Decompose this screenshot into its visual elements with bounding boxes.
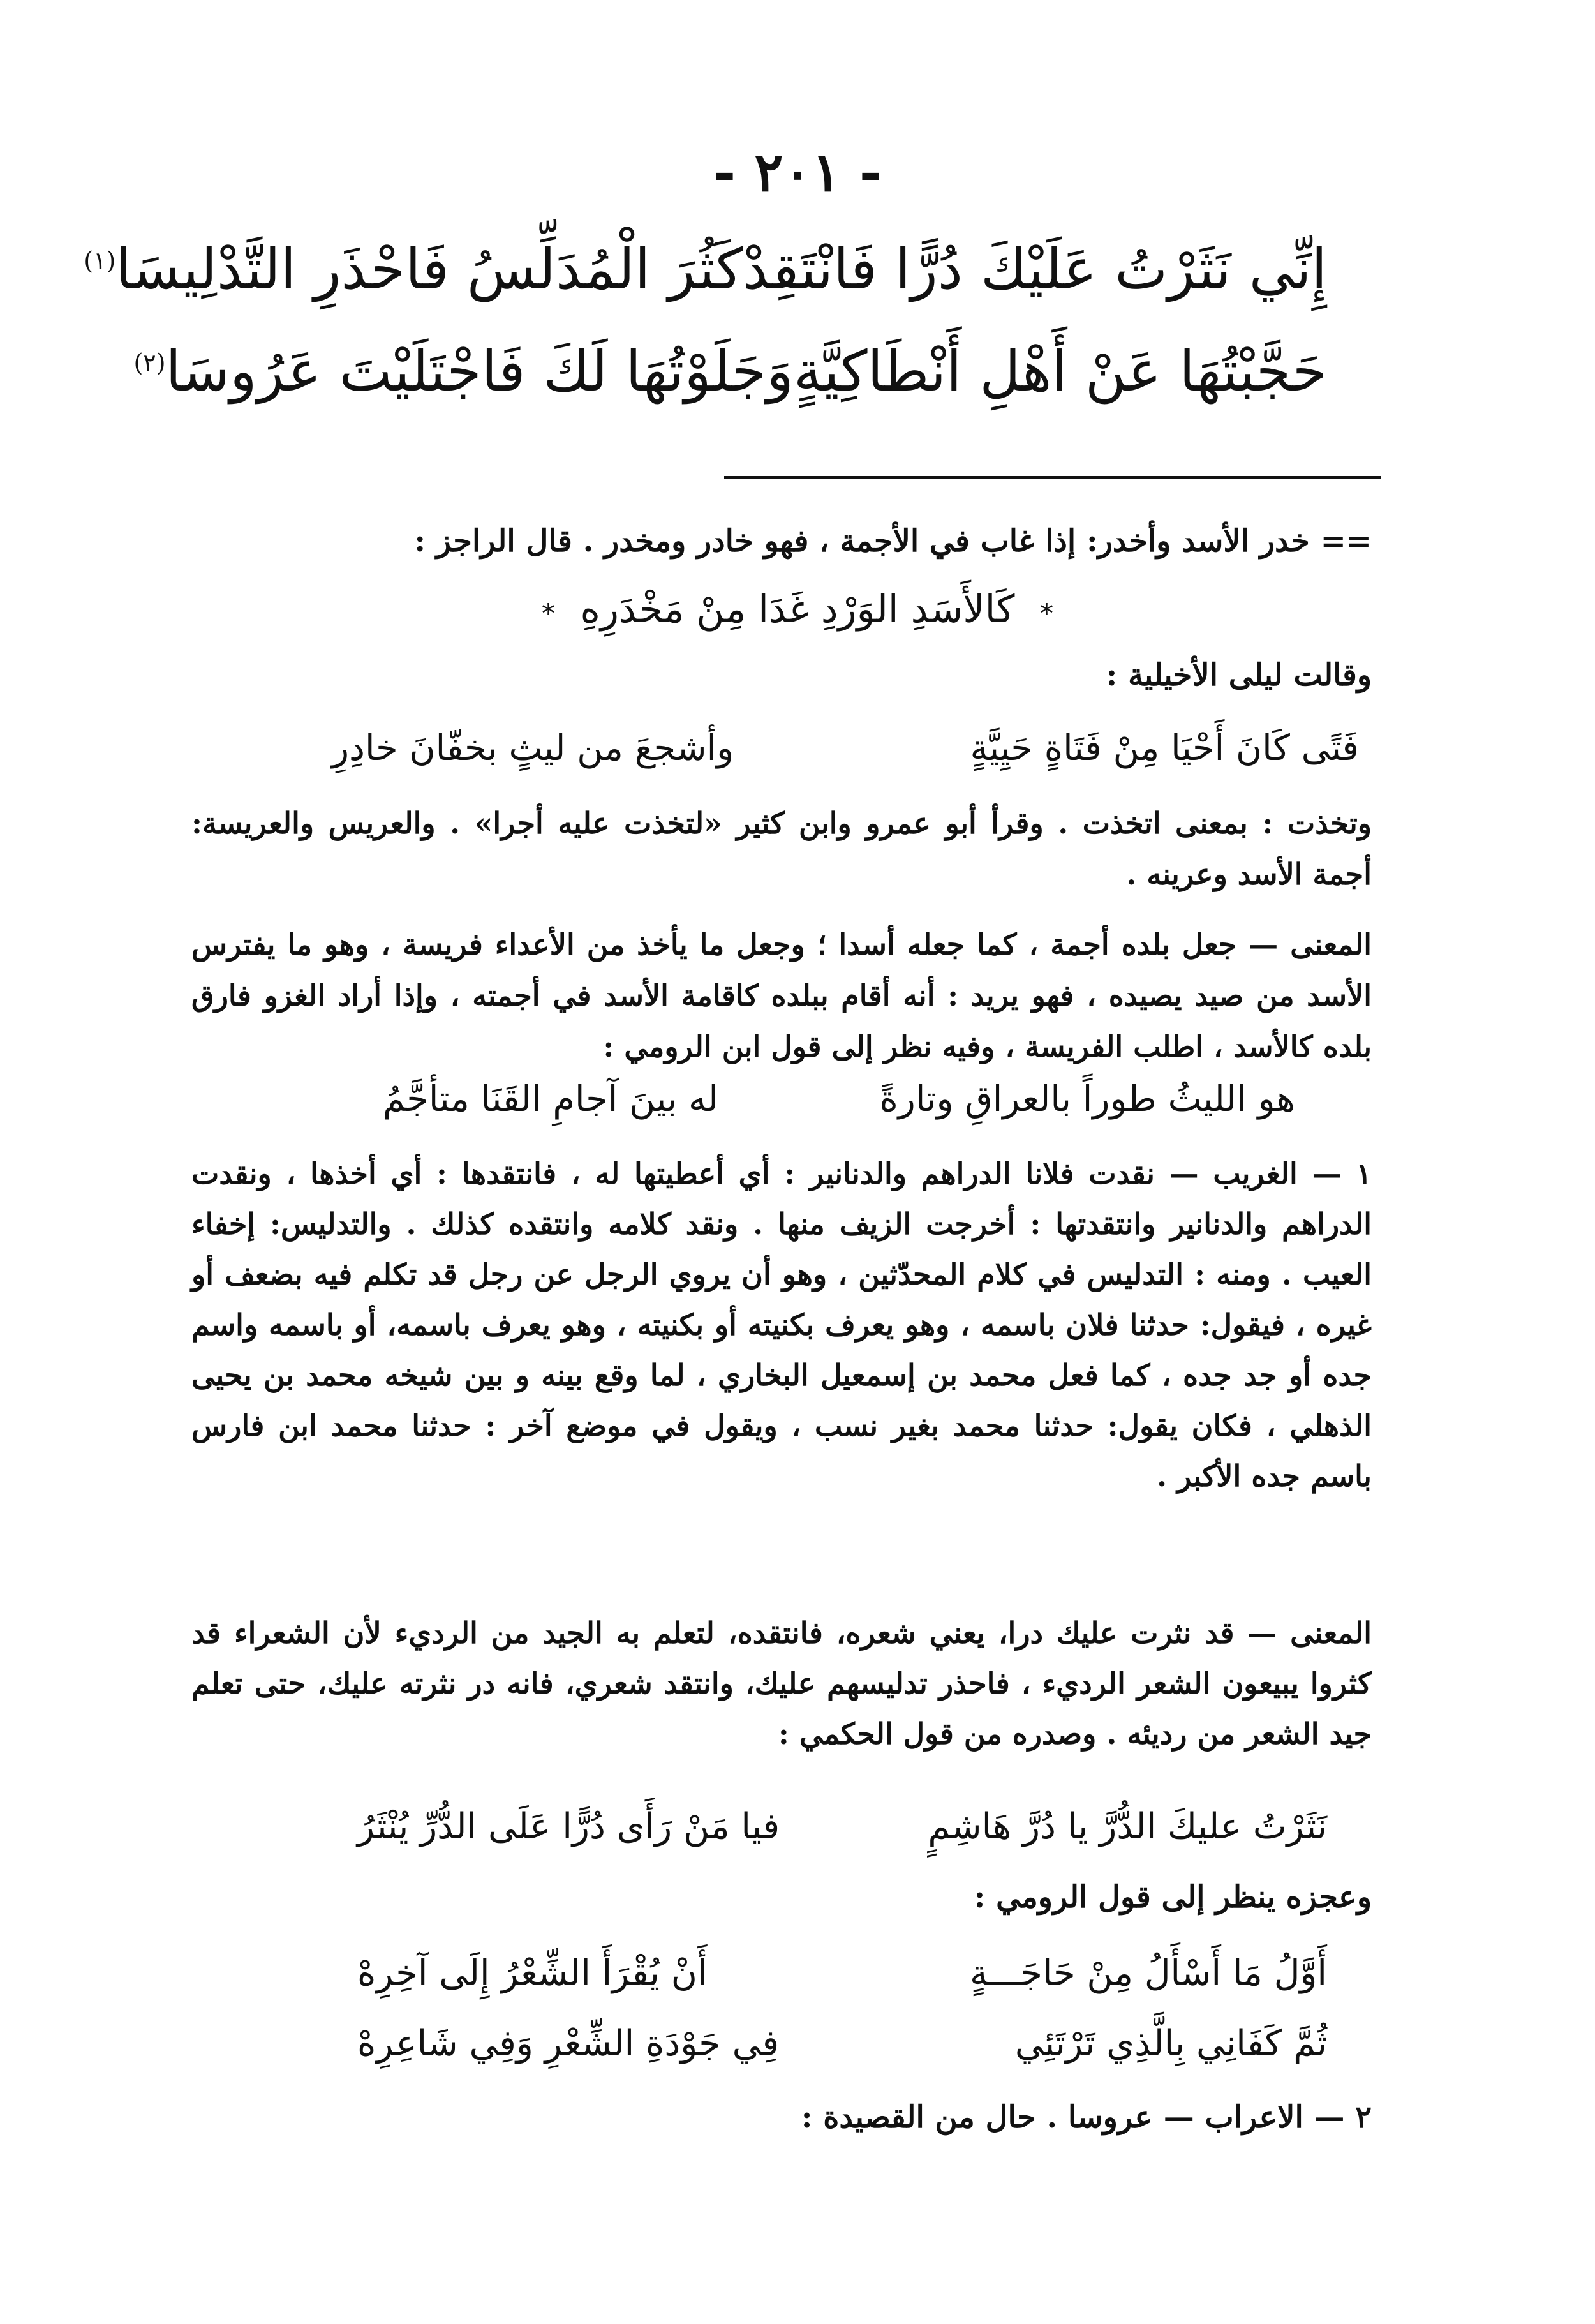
poem-verse-1-second-hemistich	[84, 236, 743, 302]
commentary-khadar: == خدر الأسد وأخدر: إذا غاب في الأجمة ، فهو خادر ومخدر . قال الراجز :	[414, 523, 1372, 559]
poem-verse-2-second-text: وَجَلَوْتُهَا لَكَ فَاجْتَلَيْتَ عَرُوسَا	[165, 338, 794, 404]
hakami-first-hemistich: نَثَرْتُ عليكَ الدُّرَّ يا دُرَّ هَاشِمٍ	[928, 1806, 1327, 1847]
commentary-meaning: المعنى — جعل بلده أجمة ، كما جعله أسدا ؛ وجعل ما يأخذ من الأعداء فريسة ، وهو ما يفترس الأسد من صيد يصيده ، فهو يريد : أنه أقام ببلده كاقامة الأسد في أجمته ، وإذا أراد الغزو فارق بلده كالأسد ، اطلب الفريسة ، وفيه نظر إلى قول ابن الرومي :	[191, 927, 1372, 1064]
poem-verse-1	[84, 236, 1327, 302]
layla-first-hemistich: فَتًى كَانَ أَحْيَا مِنْ فَتَاةٍ حَيِيَّةٍ	[970, 727, 1359, 769]
poem-verse-1-second-text: كَثُرَ الْمُدَلِّسُ فَاحْذَرِ التَّدْلِيسَا	[115, 236, 743, 302]
rumi-verse-2a-second-hemistich: أَنْ يُقْرَأَ الشِّعْرُ إِلَى آخِرِهْ	[357, 1953, 708, 1994]
rumi-verse-2a-first-hemistich: أَوَّلُ مَا أَسْأَلُ مِنْ حَاجَـــةٍ	[970, 1953, 1327, 1994]
poem-verse-2-first-hemistich: حَجَّبْتُهَا عَنْ أَهْلِ أَنْطَاكِيَّةٍ	[793, 338, 1327, 404]
rumi-verse-2b-first-hemistich: ثُمَّ كَفَانِي بِالَّذِي تَرْتَئِي	[1014, 2023, 1327, 2064]
rajaz-text: كَالأَسَدِ الوَرْدِ غَدَا مِنْ مَخْدَرِهِ	[580, 587, 1015, 632]
footnote-2: ٢ — الاعراب — عروسا . حال من القصيدة :	[801, 2099, 1372, 2135]
footnote-ref-1: (١)	[84, 246, 116, 275]
hakami-verse	[357, 1806, 1327, 1847]
page-number: - ٢٠١ -	[713, 140, 882, 204]
poem-verse-2	[133, 338, 1327, 404]
layla-second-hemistich: وأشجعَ من ليثٍ بخفّانَ خادِرِ	[332, 727, 734, 769]
layla-intro: وقالت ليلى الأخيلية :	[1106, 657, 1372, 693]
poem-verse-2-second-hemistich	[133, 338, 793, 404]
footnote-ref-2: (٢)	[133, 348, 166, 377]
rajaz-verse	[0, 587, 1595, 632]
rumi-verse-2b-second-hemistich: فِي جَوْدَةِ الشِّعْرِ وَفِي شَاعِرِهْ	[357, 2023, 780, 2064]
poem-verse-1-first-hemistich: إِنِّي نَثَرْتُ عَلَيْكَ دُرًّا فَانْتَقِدْ	[743, 236, 1327, 302]
rumi-verse-1-second-hemistich: له بينَ آجامِ القَنَا متأجَّمُ	[383, 1078, 719, 1120]
footnote-1-meaning: المعنى — قد نثرت عليك درا، يعني شعره، فانتقده، لتعلم به الجيد من الرديء لأن الشعراء قد كثروا يبيعون الشعر الرديء ، فاحذر تدليسهم عليك، وانتقد شعري، فانه در نثرته عليك، حتى تعلم جيد الشعر من رديئه . وصدره من قول الحكمي :	[191, 1616, 1372, 1751]
rumi-verse-1-first-hemistich: هو الليثُ طوراً بالعراقِ وتارةً	[879, 1078, 1295, 1120]
rumi-verse-2a	[357, 1953, 1327, 1994]
footnote-1-gloss: ١ — الغريب — نقدت فلانا الدراهم والدنانير : أي أعطيتها له ، فانتقدها : أي أخذها ، ونقدت الدراهم والدنانير وانتقدتها : أخرجت الزيف منها . ونقد كلامه وانتقده كذلك . والتدليس: إخفاء العيب . ومنه : التدليس في كلام المحدّثين ، وهو أن يروي الرجل عن رجل قد تكلم فيه بضعف أو غيره ، فيقول: حدثنا فلان باسمه ، وهو يعرف بكنيته أو بكنيته ، وهو يعرف باسمه، أو باسمه واسم جده أو جد جده ، كما فعل محمد بن إسمعيل البخاري ، لما وقع بينه و بين شيخه محمد بن يحيى الذهلي ، فكان يقول: حدثنا محمد بغير نسب ، ويقول في موضع آخر : حدثنا محمد ابن فارس باسم جده الأكبر .	[191, 1156, 1372, 1493]
separator-rule	[724, 476, 1381, 479]
layla-verse	[332, 727, 1359, 769]
rumi-verse-2b	[357, 2023, 1327, 2064]
commentary-takhidhat: وتخذت : بمعنى اتخذت . وقرأ أبو عمرو وابن كثير «لتخذت عليه أجرا» . والعريس والعريسة: أجمة الأسد وعرينه .	[191, 806, 1372, 891]
star-ornament-right: *	[1040, 599, 1053, 629]
hakami-second-hemistich: فيا مَنْ رَأَى دُرًّا عَلَى الدُّرِّ يُنْثَرُ	[357, 1806, 780, 1847]
rumi-intro: وعجزه ينظر إلى قول الرومي :	[974, 1879, 1372, 1915]
rumi-verse-1	[383, 1078, 1295, 1120]
star-ornament-left: *	[542, 599, 555, 629]
